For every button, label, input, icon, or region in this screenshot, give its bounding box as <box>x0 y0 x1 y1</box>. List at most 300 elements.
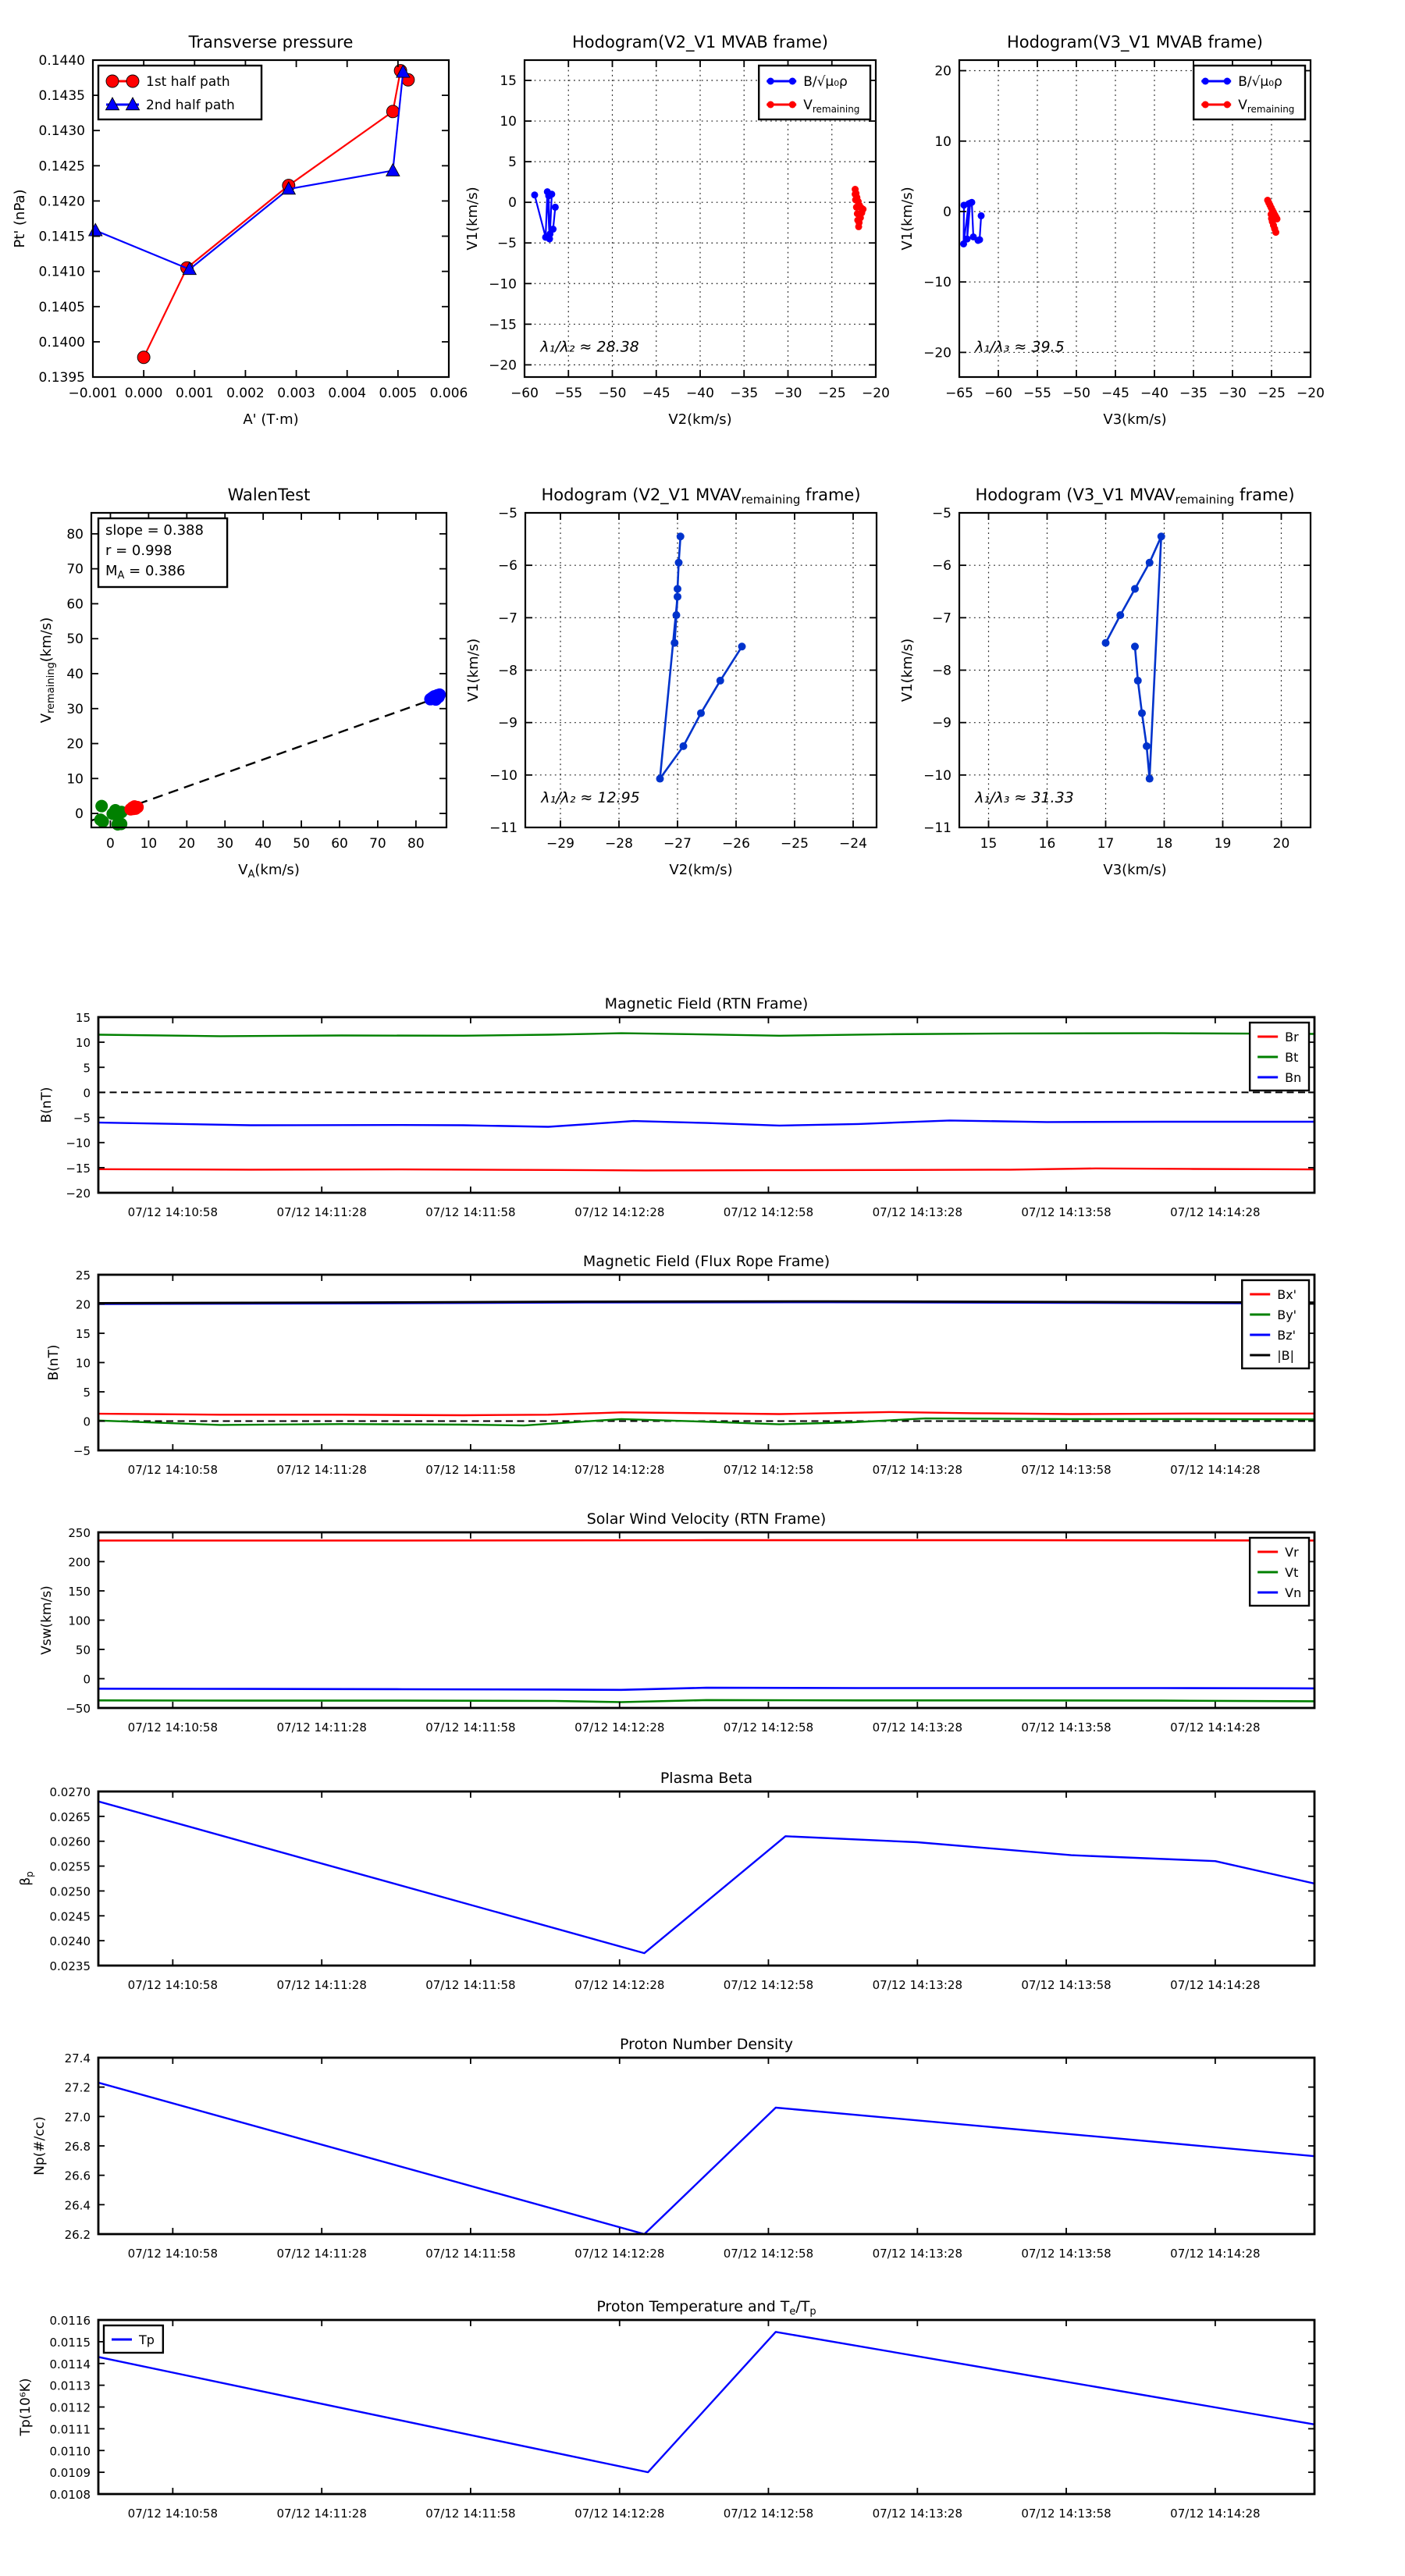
x-tick-label: 60 <box>331 836 348 852</box>
y-tick-label: −5 <box>496 236 517 252</box>
x-tick-label: 07/12 14:11:58 <box>425 1720 516 1735</box>
x-tick-label: 07/12 14:10:58 <box>127 1205 219 1219</box>
x-tick-label: 80 <box>407 836 425 852</box>
x-axis-label: A' (T·m) <box>243 411 299 428</box>
legend-label: $V_{remaining}$ <box>1238 98 1295 115</box>
x-tick-label: 07/12 14:13:28 <box>872 1720 963 1735</box>
annotation: λ₁/λ₃ ≈ 31.33 <box>975 788 1074 806</box>
x-tick-label: 15 <box>980 836 998 852</box>
y-axis-label: B(nT) <box>46 1344 62 1381</box>
series-Tp <box>98 2332 1314 2472</box>
x-tick-label: 07/12 14:11:58 <box>425 2507 516 2521</box>
x-tick-label: −25 <box>781 836 809 852</box>
plot-hodogram-v2v1-mvav <box>465 486 877 878</box>
x-tick-label: 07/12 14:10:58 <box>127 2247 219 2261</box>
y-tick-label: 20 <box>934 63 951 80</box>
y-tick-label: 0.0114 <box>49 2357 91 2371</box>
legend-label: 1st half path <box>146 74 230 90</box>
y-axis-label: Np(#/cc) <box>32 2116 48 2176</box>
ticks <box>50 2314 1315 2521</box>
y-axis-label: B(nT) <box>39 1087 55 1123</box>
y-tick-label: 5 <box>83 1386 91 1400</box>
x-tick-label: 07/12 14:13:58 <box>1021 1463 1112 1477</box>
x-tick-label: 07/12 14:11:28 <box>276 1978 367 1992</box>
legend-label: Br <box>1285 1030 1299 1044</box>
chart-transverse-pressure <box>12 33 468 428</box>
y-tick-label: 0.0270 <box>49 1785 91 1799</box>
y-tick-label: 10 <box>75 1036 91 1051</box>
y-tick-label: 0 <box>508 195 517 212</box>
x-tick-label: −65 <box>945 386 973 401</box>
x-tick-label: 0.002 <box>226 386 265 401</box>
y-tick-label: 5 <box>508 155 517 171</box>
y-tick-label: 0.1425 <box>38 158 85 175</box>
x-tick-label: 07/12 14:13:28 <box>872 2247 963 2261</box>
y-tick-label: 0.1410 <box>38 264 85 280</box>
x-tick-label: 07/12 14:11:58 <box>425 2247 516 2261</box>
x-tick-label: −40 <box>686 386 714 401</box>
y-tick-label: 100 <box>68 1614 91 1628</box>
x-tick-label: 30 <box>216 836 234 852</box>
x-tick-label: 07/12 14:11:28 <box>276 1720 367 1735</box>
x-tick-label: 07/12 14:11:28 <box>276 2247 367 2261</box>
y-tick-label: 25 <box>75 1268 91 1283</box>
y-tick-label: −11 <box>923 820 951 836</box>
x-axis-label: V2(km/s) <box>668 411 732 428</box>
y-tick-label: −10 <box>489 276 517 293</box>
x-tick-label: 07/12 14:11:28 <box>276 1463 367 1477</box>
x-tick-label: −20 <box>1297 386 1325 401</box>
y-tick-label: 27.2 <box>64 2080 91 2095</box>
grid <box>959 513 1311 827</box>
chart-hodogram-v3v1-mvav <box>899 486 1311 878</box>
axes-frame <box>959 513 1311 827</box>
series-beta-p <box>98 1802 1314 1953</box>
x-tick-label: 0.001 <box>175 386 214 401</box>
x-tick-label: 07/12 14:14:28 <box>1170 1720 1261 1735</box>
plot-title: Proton Number Density <box>620 2036 793 2053</box>
y-tick-label: −20 <box>66 1187 91 1201</box>
x-tick-label: 07/12 14:12:58 <box>723 2247 814 2261</box>
plot-title: Magnetic Field (RTN Frame) <box>604 995 809 1012</box>
x-axis-label: V2(km/s) <box>669 862 733 878</box>
chart-hodogram-v2v1-mvab <box>464 33 890 428</box>
x-tick-label: −26 <box>722 836 750 852</box>
ticks <box>50 1785 1315 1992</box>
legend-label: Bx' <box>1277 1287 1297 1302</box>
y-tick-label: −5 <box>497 506 518 521</box>
y-tick-label: 0.0265 <box>49 1809 91 1824</box>
y-tick-label: −20 <box>923 345 951 361</box>
y-tick-label: 0.1395 <box>38 370 85 386</box>
x-tick-label: 07/12 14:13:58 <box>1021 1720 1112 1735</box>
ticks <box>66 1526 1314 1735</box>
y-axis-label: Vsw(km/s) <box>39 1585 55 1655</box>
y-tick-label: 0.1435 <box>38 88 85 105</box>
y-tick-label: 0.0113 <box>49 2379 91 2393</box>
series-hodogram-path <box>656 532 746 782</box>
y-tick-label: 0.0255 <box>49 1859 91 1874</box>
y-tick-label: 10 <box>500 114 517 130</box>
x-axis-label: $V_A(km/s)$ <box>238 862 300 881</box>
x-tick-label: −0.001 <box>68 386 118 401</box>
y-axis-label: Pt' (nPa) <box>12 189 28 248</box>
annotation: λ₁/λ₂ ≈ 12.95 <box>541 788 640 806</box>
x-tick-label: 07/12 14:12:58 <box>723 1720 814 1735</box>
x-tick-label: 07/12 14:11:28 <box>276 2507 367 2521</box>
y-tick-label: 0.0240 <box>49 1934 91 1949</box>
chart-magnetic-field-rtn <box>39 995 1314 1219</box>
x-tick-label: 0.006 <box>429 386 468 401</box>
x-axis-label: V3(km/s) <box>1103 411 1167 428</box>
y-tick-label: 15 <box>75 1011 91 1025</box>
y-tick-label: −5 <box>73 1111 91 1126</box>
y-tick-label: 10 <box>75 1356 91 1371</box>
axes-frame <box>98 1017 1314 1193</box>
x-tick-label: 07/12 14:13:58 <box>1021 1978 1112 1992</box>
y-tick-label: −20 <box>489 358 517 374</box>
y-tick-label: 20 <box>66 736 84 753</box>
x-tick-label: −50 <box>598 386 627 401</box>
x-tick-label: −60 <box>510 386 539 401</box>
y-tick-label: 0.0111 <box>49 2422 91 2437</box>
y-tick-label: 0.0112 <box>49 2400 91 2415</box>
y-tick-label: 50 <box>75 1643 91 1657</box>
legend-label: $V_{remaining}$ <box>803 98 860 115</box>
x-tick-label: 07/12 14:14:28 <box>1170 1205 1261 1219</box>
x-tick-label: 07/12 14:12:58 <box>723 2507 814 2521</box>
legend <box>1250 1023 1309 1091</box>
x-tick-label: 40 <box>254 836 272 852</box>
plot-transverse-pressure <box>12 33 468 428</box>
y-tick-label: 0.0109 <box>49 2466 91 2481</box>
series-V-remaining <box>852 186 866 230</box>
y-tick-label: −11 <box>489 820 518 836</box>
y-tick-label: 0.1400 <box>38 334 85 350</box>
x-tick-label: −25 <box>817 386 846 401</box>
x-tick-label: 07/12 14:11:58 <box>425 1978 516 1992</box>
series-B-sqrt-mu0rho <box>960 199 985 247</box>
y-tick-label: 0 <box>83 1086 91 1101</box>
x-tick-label: 20 <box>178 836 196 852</box>
plot-title: Plasma Beta <box>660 1770 753 1787</box>
y-tick-label: 26.2 <box>64 2228 91 2242</box>
y-tick-label: 27.4 <box>64 2051 91 2065</box>
x-tick-label: −27 <box>663 836 692 852</box>
y-tick-label: 26.4 <box>64 2198 91 2213</box>
x-tick-label: 20 <box>1272 836 1290 852</box>
y-tick-label: −9 <box>497 715 518 731</box>
x-tick-label: 07/12 14:13:28 <box>872 1978 963 1992</box>
y-tick-label: −50 <box>66 1702 91 1716</box>
legend <box>759 66 870 119</box>
x-tick-label: 70 <box>369 836 386 852</box>
y-tick-label: 26.8 <box>64 2140 91 2154</box>
x-tick-label: −60 <box>984 386 1012 401</box>
plot-magnetic-field-rtn <box>39 995 1314 1219</box>
legend <box>1193 66 1305 119</box>
y-tick-label: 26.6 <box>64 2169 91 2183</box>
plot-title: Hodogram (V2_V1 MVAVremaining frame) <box>541 486 861 507</box>
x-tick-label: −55 <box>554 386 583 401</box>
y-tick-label: −5 <box>73 1444 91 1458</box>
x-tick-label: 07/12 14:12:58 <box>723 1978 814 1992</box>
chart-proton-number-density <box>32 2036 1314 2261</box>
legend-label: B/√μ₀ρ <box>803 74 848 90</box>
plot-solar-wind-velocity <box>39 1510 1314 1735</box>
y-tick-label: 0.1430 <box>38 123 85 140</box>
x-tick-label: 07/12 14:13:58 <box>1021 2247 1112 2261</box>
y-tick-label: 0.1440 <box>38 53 85 69</box>
y-axis-label: V1(km/s) <box>465 638 482 703</box>
y-tick-label: 40 <box>66 666 84 682</box>
ticks <box>66 1011 1314 1219</box>
x-tick-label: 07/12 14:10:58 <box>127 1463 219 1477</box>
x-tick-label: 07/12 14:12:58 <box>723 1205 814 1219</box>
x-tick-label: 07/12 14:11:58 <box>425 1205 516 1219</box>
series-cluster-blue <box>424 688 446 706</box>
legend-label: Bt <box>1285 1050 1299 1065</box>
legend <box>98 66 261 119</box>
x-axis-label: V3(km/s) <box>1103 862 1167 878</box>
x-tick-label: −24 <box>839 836 867 852</box>
y-tick-label: −5 <box>931 506 951 521</box>
chart-hodogram-v3v1-mvab <box>899 33 1325 428</box>
x-tick-label: 07/12 14:13:28 <box>872 2507 963 2521</box>
plot-title: Proton Temperature and $T_e/T_p$ <box>596 2298 816 2318</box>
y-tick-label: 10 <box>934 133 951 150</box>
y-tick-label: 0.0260 <box>49 1834 91 1849</box>
y-tick-label: −10 <box>489 767 518 784</box>
y-tick-label: −8 <box>497 663 518 679</box>
y-tick-label: 0.0108 <box>49 2488 91 2502</box>
y-tick-label: 250 <box>68 1526 91 1540</box>
y-tick-label: −10 <box>66 1136 91 1151</box>
legend-label: Bn <box>1285 1070 1302 1085</box>
plot-title: Solar Wind Velocity (RTN Frame) <box>586 1510 827 1528</box>
y-tick-label: 70 <box>66 561 84 578</box>
y-tick-label: 0.0115 <box>49 2335 91 2350</box>
y-tick-label: −7 <box>931 610 951 627</box>
x-tick-label: 07/12 14:10:58 <box>127 1720 219 1735</box>
axes-frame <box>98 1532 1314 1708</box>
x-tick-label: 07/12 14:12:28 <box>574 1205 665 1219</box>
x-tick-label: 07/12 14:11:58 <box>425 1463 516 1477</box>
y-axis-label: Tp(10⁶K) <box>18 2378 34 2436</box>
stats-line: slope = 0.388 <box>105 522 204 539</box>
series-Np <box>98 2083 1314 2234</box>
y-tick-label: −9 <box>931 715 951 731</box>
series-cluster-red <box>124 800 144 816</box>
grid <box>525 513 877 827</box>
x-tick-label: 50 <box>293 836 310 852</box>
plot-proton-number-density <box>32 2036 1314 2261</box>
series-fit-line <box>91 695 446 821</box>
x-tick-label: 17 <box>1097 836 1115 852</box>
y-axis-label: $\beta_p$ <box>18 1871 35 1886</box>
y-tick-label: 0.0235 <box>49 1959 91 1973</box>
legend-label: Vt <box>1285 1565 1299 1580</box>
series-By <box>98 1418 1314 1425</box>
y-tick-label: 5 <box>83 1061 91 1076</box>
x-tick-label: 07/12 14:14:28 <box>1170 2507 1261 2521</box>
x-tick-label: 07/12 14:13:58 <box>1021 1205 1112 1219</box>
annotation: λ₁/λ₂ ≈ 28.38 <box>540 338 639 356</box>
legend-label: B/√μ₀ρ <box>1238 74 1282 90</box>
x-tick-label: 07/12 14:14:28 <box>1170 1463 1261 1477</box>
x-tick-label: −55 <box>1023 386 1051 401</box>
legend <box>1250 1538 1309 1606</box>
y-tick-label: 0 <box>83 1414 91 1429</box>
x-tick-label: 07/12 14:12:58 <box>723 1463 814 1477</box>
x-tick-label: 19 <box>1214 836 1232 852</box>
y-tick-label: 0.1420 <box>38 194 85 210</box>
x-tick-label: −45 <box>642 386 670 401</box>
x-tick-label: 07/12 14:10:58 <box>127 1978 219 1992</box>
y-tick-label: 80 <box>66 526 84 543</box>
x-tick-label: 07/12 14:14:28 <box>1170 2247 1261 2261</box>
y-tick-label: 0 <box>83 1672 91 1687</box>
x-tick-label: 07/12 14:13:28 <box>872 1463 963 1477</box>
plot-title: WalenTest <box>227 486 311 504</box>
axes-frame <box>98 1791 1314 1966</box>
y-tick-label: 0.0245 <box>49 1909 91 1924</box>
x-tick-label: −29 <box>546 836 574 852</box>
x-tick-label: −50 <box>1062 386 1090 401</box>
axes-frame <box>525 513 877 827</box>
plot-title: Hodogram(V3_V1 MVAB frame) <box>1007 33 1263 52</box>
y-tick-label: 0 <box>943 204 951 220</box>
y-tick-label: −10 <box>923 767 951 784</box>
y-tick-label: −15 <box>66 1161 91 1176</box>
x-tick-label: 07/12 14:13:58 <box>1021 2507 1112 2521</box>
chart-solar-wind-velocity <box>39 1510 1314 1735</box>
y-tick-label: 150 <box>68 1585 91 1599</box>
y-tick-label: 15 <box>75 1327 91 1341</box>
x-tick-label: 0.000 <box>124 386 163 401</box>
chart-walen-test <box>38 486 446 881</box>
plot-magnetic-field-flux-rope <box>46 1253 1314 1477</box>
x-tick-label: 07/12 14:11:28 <box>276 1205 367 1219</box>
x-tick-label: 18 <box>1155 836 1173 852</box>
x-tick-label: −35 <box>1179 386 1208 401</box>
stats-line: $M_A = 0.386$ <box>105 563 186 582</box>
y-tick-label: 0.0110 <box>49 2444 91 2459</box>
x-tick-label: 07/12 14:12:28 <box>574 2247 665 2261</box>
legend <box>1242 1280 1309 1368</box>
legend-label: By' <box>1277 1308 1297 1322</box>
chart-plasma-beta <box>18 1770 1314 1992</box>
plot-proton-temperature <box>18 2298 1314 2521</box>
y-axis-label: $V_{remaining}(km/s)$ <box>38 617 57 724</box>
series-Vt <box>98 1700 1314 1703</box>
x-tick-label: 16 <box>1038 836 1056 852</box>
y-tick-label: 0.1415 <box>38 229 85 245</box>
x-tick-label: −20 <box>862 386 890 401</box>
ticks <box>65 2051 1314 2261</box>
x-tick-label: 07/12 14:12:28 <box>574 1720 665 1735</box>
y-axis-label: V1(km/s) <box>899 638 916 703</box>
y-tick-label: 20 <box>75 1297 91 1312</box>
ticks <box>73 1268 1314 1477</box>
x-tick-label: 0 <box>106 836 115 852</box>
x-tick-label: 07/12 14:13:28 <box>872 1205 963 1219</box>
legend-label: Bz' <box>1277 1328 1297 1343</box>
chart-magnetic-field-flux-rope <box>46 1253 1314 1477</box>
y-tick-label: 60 <box>66 596 84 613</box>
plot-title: Magnetic Field (Flux Rope Frame) <box>582 1253 831 1270</box>
y-tick-label: 0 <box>75 806 84 823</box>
y-tick-label: 50 <box>66 632 84 648</box>
x-tick-label: −45 <box>1101 386 1129 401</box>
stats-box <box>98 518 227 587</box>
series-V-remaining <box>1264 197 1281 236</box>
plot-hodogram-v3v1-mvab <box>899 33 1325 428</box>
plot-title: Hodogram(V2_V1 MVAB frame) <box>572 33 828 52</box>
y-tick-label: 0.0250 <box>49 1884 91 1899</box>
legend-label: |B| <box>1277 1348 1295 1363</box>
x-tick-label: 10 <box>140 836 158 852</box>
series-hodogram-path <box>1102 532 1165 782</box>
series-Br <box>98 1169 1314 1171</box>
x-tick-label: 07/12 14:12:28 <box>574 2507 665 2521</box>
y-tick-label: −15 <box>489 317 517 333</box>
series-Bx <box>98 1412 1314 1415</box>
series-Bn <box>98 1120 1314 1126</box>
chart-hodogram-v2v1-mvav <box>465 486 877 878</box>
plot-hodogram-v3v1-mvav <box>899 486 1311 878</box>
x-tick-label: 07/12 14:12:28 <box>574 1463 665 1477</box>
x-tick-label: 07/12 14:10:58 <box>127 2507 219 2521</box>
plot-walen-test <box>38 486 446 881</box>
x-tick-label: 0.003 <box>277 386 315 401</box>
x-tick-label: 07/12 14:12:28 <box>574 1978 665 1992</box>
plot-title: Hodogram (V3_V1 MVAVremaining frame) <box>975 486 1295 507</box>
y-tick-label: 0.1405 <box>38 299 85 315</box>
x-tick-label: 0.004 <box>328 386 367 401</box>
y-tick-label: −6 <box>497 558 518 575</box>
series-Vn <box>98 1688 1314 1690</box>
legend-label: Vr <box>1285 1545 1299 1560</box>
legend-label: Vn <box>1285 1585 1302 1600</box>
y-tick-label: 30 <box>66 701 84 717</box>
series-Bt <box>98 1034 1314 1037</box>
legend <box>104 2325 163 2353</box>
y-tick-label: 27.0 <box>64 2110 91 2125</box>
x-tick-label: −30 <box>1218 386 1247 401</box>
x-tick-label: 0.005 <box>379 386 418 401</box>
y-tick-label: 10 <box>66 771 84 788</box>
y-tick-label: 200 <box>68 1555 91 1570</box>
y-axis-label: V1(km/s) <box>899 187 916 251</box>
stats-line: r = 0.998 <box>105 543 173 559</box>
annotation: λ₁/λ₃ ≈ 39.5 <box>975 338 1065 356</box>
y-tick-label: −10 <box>923 275 951 291</box>
x-tick-label: −35 <box>730 386 759 401</box>
plot-hodogram-v2v1-mvab <box>464 33 890 428</box>
y-tick-label: 15 <box>500 73 517 90</box>
chart-proton-temperature <box>18 2298 1314 2521</box>
plot-title: Transverse pressure <box>188 33 354 52</box>
series-B-sqrt-mu0rho <box>531 188 558 242</box>
legend-label: Tp <box>139 2332 155 2347</box>
x-tick-label: −25 <box>1257 386 1286 401</box>
x-tick-label: −30 <box>774 386 802 401</box>
x-tick-label: −40 <box>1140 386 1168 401</box>
axes-frame <box>98 2058 1314 2234</box>
y-tick-label: −8 <box>931 663 951 679</box>
x-tick-label: 07/12 14:14:28 <box>1170 1978 1261 1992</box>
